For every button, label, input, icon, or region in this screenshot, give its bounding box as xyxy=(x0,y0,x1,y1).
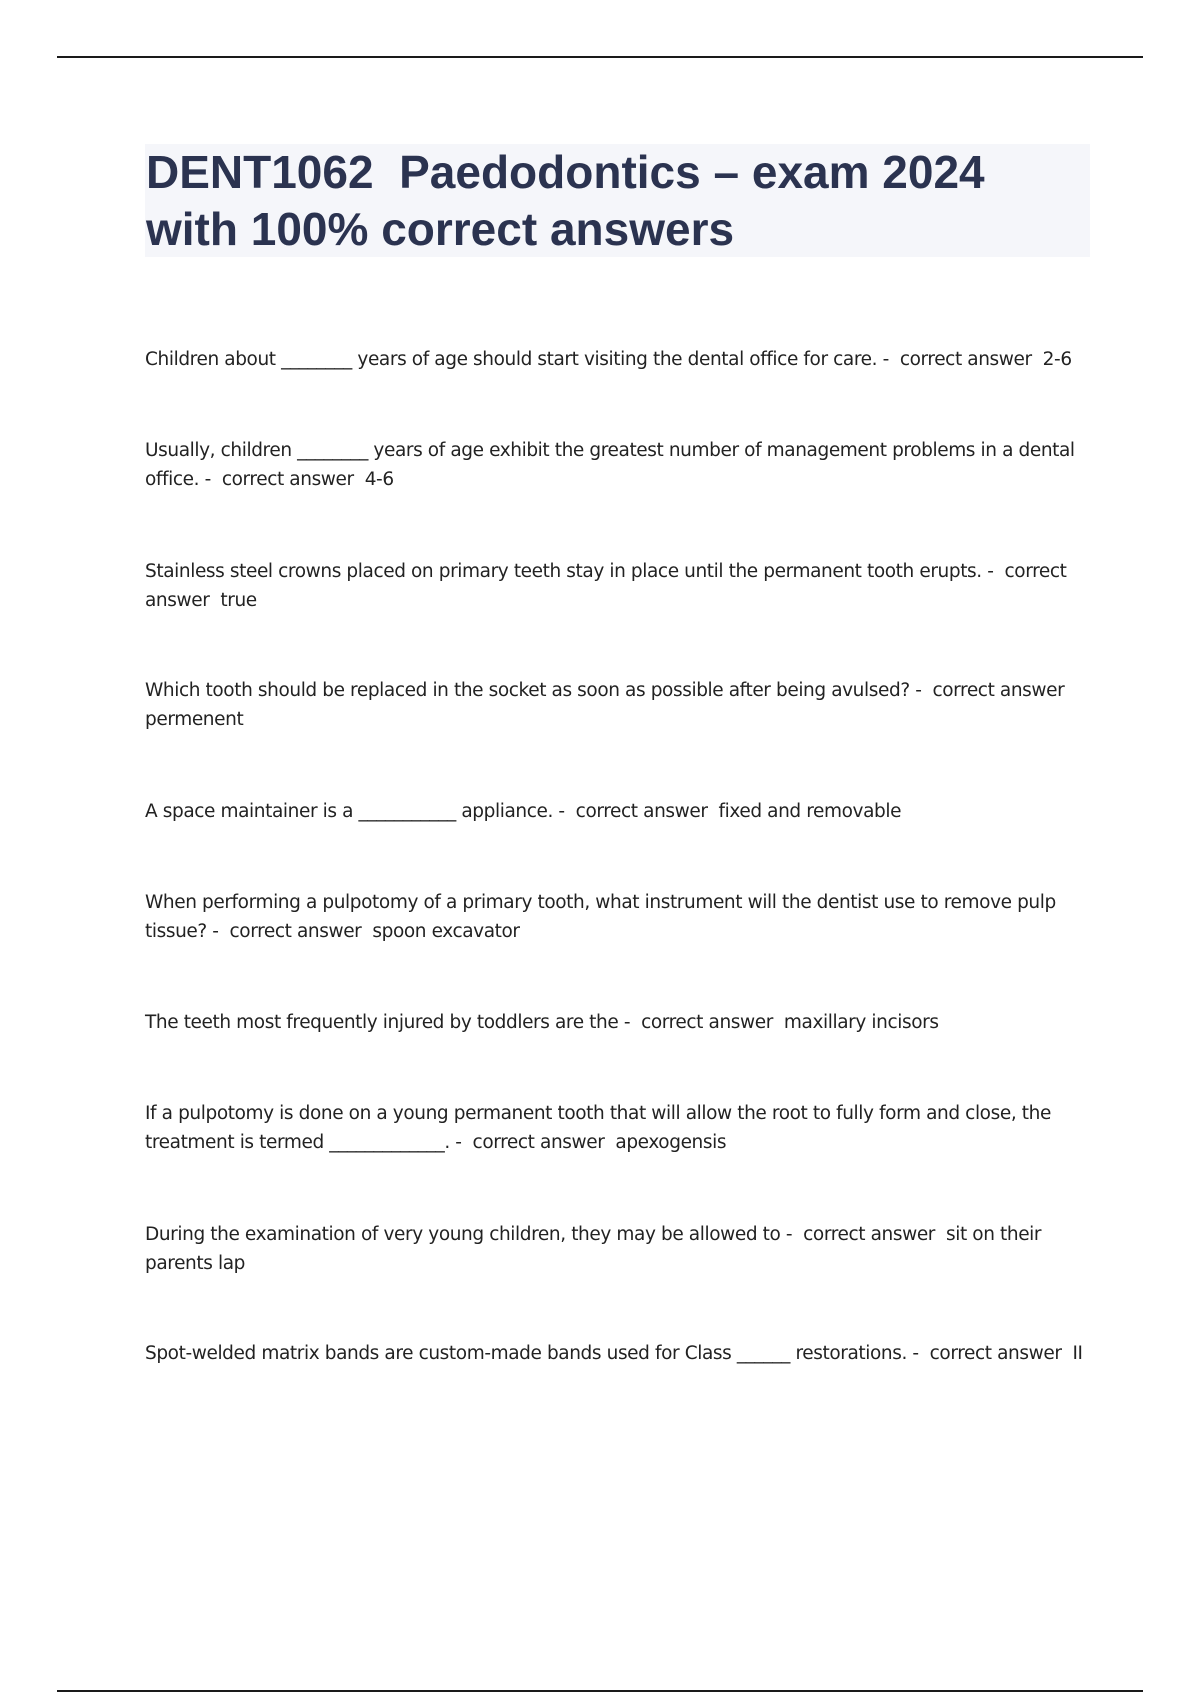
answer-text: true xyxy=(220,590,257,611)
question-text: A space maintainer is a ___________ appliance. xyxy=(145,801,553,822)
answer-text: permenent xyxy=(145,709,244,730)
separator: - xyxy=(877,349,900,370)
qa-item-1 xyxy=(145,345,1095,374)
answer-text: maxillary incisors xyxy=(783,1012,939,1033)
document-title: DENT1062 Paedodontics – exam 2024 with 100% correct answers xyxy=(146,146,985,255)
separator: - xyxy=(552,801,576,822)
separator: - xyxy=(206,921,230,942)
qa-item-5 xyxy=(145,797,1095,826)
answer-text: spoon excavator xyxy=(372,921,520,942)
separator: - xyxy=(909,680,933,701)
answer-label: correct answer xyxy=(575,801,719,822)
question-text: If a pulpotomy is done on a young permanent tooth that will allow the root to fully form and close, the treatment is termed _____________. xyxy=(145,1103,1057,1153)
qa-item-6 xyxy=(145,888,1095,946)
answer-label: correct answer xyxy=(145,561,1072,611)
separator: - xyxy=(981,561,1005,582)
qa-item-2 xyxy=(145,436,1095,494)
answer-text: fixed and removable xyxy=(718,801,902,822)
answer-label: correct answer xyxy=(472,1132,616,1153)
qa-item-3 xyxy=(145,557,1095,615)
footer-rule xyxy=(57,1690,1143,1692)
answer-label: correct answer xyxy=(221,469,365,490)
answer-text: apexogensis xyxy=(615,1132,727,1153)
question-text: Which tooth should be replaced in the socket as soon as possible after being avulsed? xyxy=(145,680,910,701)
answer-text: 2-6 xyxy=(1042,349,1072,370)
qa-item-8 xyxy=(145,1099,1095,1157)
question-text: Usually, children ________ years of age exhibit the greatest number of management problems in a dental office. xyxy=(145,440,1081,490)
qa-item-10 xyxy=(145,1339,1095,1368)
question-text: Children about ________ years of age should start visiting the dental office for care. xyxy=(145,349,878,370)
separator: - xyxy=(906,1343,930,1364)
answer-label: correct answer xyxy=(803,1224,946,1245)
separator: - xyxy=(449,1132,473,1153)
question-text: During the examination of very young children, they may be allowed to xyxy=(145,1224,781,1245)
qa-item-7 xyxy=(145,1008,1095,1037)
question-text: The teeth most frequently injured by toddlers are the xyxy=(145,1012,619,1033)
question-text: Spot-welded matrix bands are custom-made bands used for Class ______ restorations. xyxy=(145,1343,907,1364)
separator: - xyxy=(199,469,222,490)
separator: - xyxy=(618,1012,642,1033)
answer-label: correct answer xyxy=(929,1343,1073,1364)
question-text: Stainless steel crowns placed on primary teeth stay in place until the permanent tooth erupts. xyxy=(145,561,982,582)
answer-label: correct answer xyxy=(932,680,1076,701)
question-text: When performing a pulpotomy of a primary tooth, what instrument will the dentist use to remove pulp tissue? xyxy=(145,892,1062,942)
qa-item-9 xyxy=(145,1220,1095,1278)
qa-item-4 xyxy=(145,676,1095,734)
header-rule xyxy=(57,56,1143,58)
answer-text: 4-6 xyxy=(364,469,394,490)
separator: - xyxy=(780,1224,804,1245)
answer-text: sit on their parents lap xyxy=(145,1224,1047,1274)
answer-label: correct answer xyxy=(229,921,373,942)
answer-label: correct answer xyxy=(899,349,1043,370)
answer-label: correct answer xyxy=(641,1012,784,1033)
answer-text: II xyxy=(1072,1343,1083,1364)
